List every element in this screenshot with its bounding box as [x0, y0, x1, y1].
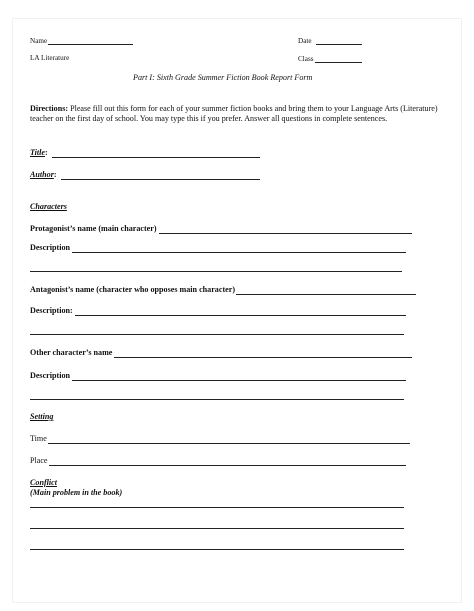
class-field[interactable]	[298, 54, 362, 63]
conflict-line-2[interactable]	[30, 528, 404, 529]
conflict-subheading: (Main problem in the book)	[30, 488, 123, 497]
description-2-label: Description:	[30, 306, 73, 315]
name-blank[interactable]	[48, 36, 133, 45]
class-label: Class	[298, 55, 314, 63]
date-blank[interactable]	[316, 36, 362, 45]
author-label: Author	[30, 170, 54, 179]
directions-text: Please fill out this form for each of your summer fiction books and bring them to your Language Arts (Literature) teacher on the first day of school. You may type this if you prefer. Answer all questions in complete sentences.	[30, 104, 438, 124]
antagonist-field[interactable]	[30, 285, 416, 295]
description-2-blank[interactable]	[75, 307, 406, 316]
protagonist-label: Protagonist’s name (main character)	[30, 224, 157, 233]
place-label: Place	[30, 456, 48, 465]
title-label: Title	[30, 148, 45, 157]
form-title: Part I: Sixth Grade Summer Fiction Book Report Form	[133, 73, 313, 82]
place-field[interactable]	[30, 456, 406, 466]
class-blank[interactable]	[315, 54, 362, 63]
description-2-field[interactable]	[30, 306, 406, 316]
characters-heading: Characters	[30, 202, 67, 211]
antagonist-label: Antagonist’s name (character who opposes main character)	[30, 285, 236, 294]
description-2-line-2[interactable]	[30, 334, 404, 335]
author-field[interactable]	[30, 170, 260, 180]
description-1-field[interactable]	[30, 243, 406, 253]
description-1-blank[interactable]	[72, 244, 406, 253]
description-1-label: Description	[30, 243, 71, 252]
name-field[interactable]	[30, 36, 133, 45]
conflict-line-3[interactable]	[30, 549, 404, 550]
title-field[interactable]	[30, 148, 260, 158]
author-blank[interactable]	[61, 171, 260, 180]
directions	[30, 104, 444, 124]
conflict-line-1[interactable]	[30, 507, 404, 508]
time-label: Time	[30, 434, 47, 443]
time-field[interactable]	[30, 434, 410, 444]
directions-label: Directions:	[30, 104, 69, 113]
title-colon: :	[44, 148, 48, 157]
description-1-line-2[interactable]	[30, 271, 402, 272]
date-label: Date	[298, 37, 312, 45]
other-character-label: Other character’s name	[30, 348, 113, 357]
title-blank[interactable]	[52, 149, 260, 158]
time-blank[interactable]	[48, 435, 410, 444]
date-field[interactable]	[298, 36, 362, 45]
setting-heading: Setting	[30, 412, 54, 421]
conflict-heading: Conflict	[30, 478, 57, 487]
protagonist-field[interactable]	[30, 224, 412, 234]
other-character-blank[interactable]	[114, 349, 412, 358]
name-label: Name	[30, 37, 48, 45]
description-3-blank[interactable]	[72, 372, 406, 381]
description-3-line-2[interactable]	[30, 399, 404, 400]
course-label: LA Literature	[30, 54, 70, 62]
other-character-field[interactable]	[30, 348, 412, 358]
author-colon: :	[53, 170, 57, 179]
protagonist-blank[interactable]	[159, 225, 412, 234]
description-3-label: Description	[30, 371, 71, 380]
place-blank[interactable]	[49, 457, 406, 466]
antagonist-blank[interactable]	[236, 286, 416, 295]
description-3-field[interactable]	[30, 371, 406, 381]
